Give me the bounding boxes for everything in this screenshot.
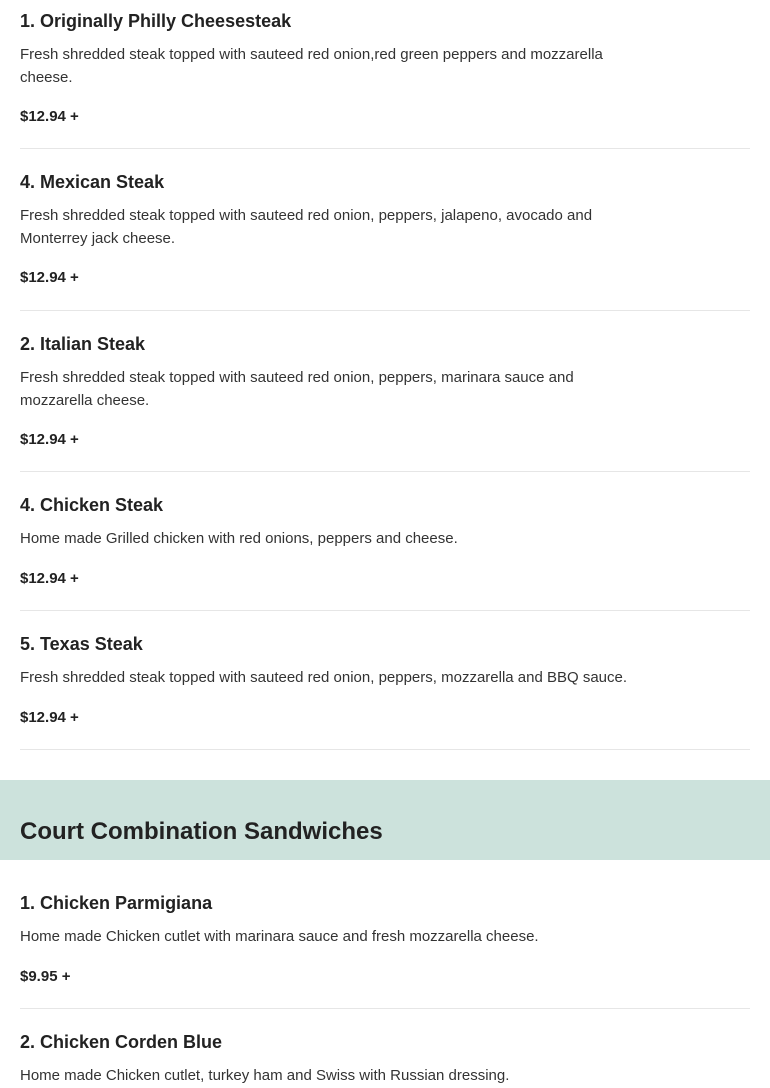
item-price: $12.94 +	[20, 709, 79, 726]
item-description	[20, 528, 458, 551]
item-description-line: Monterrey jack cheese.	[20, 229, 176, 247]
item-title: 1. Originally Philly Cheesesteak	[20, 11, 292, 31]
divider	[20, 749, 750, 750]
divider	[20, 310, 750, 311]
item-description	[20, 1065, 509, 1088]
item-description-line: Fresh shredded steak topped with sauteed red onion,red green peppers and mozzarella	[20, 46, 603, 63]
item-description-line: Home made Grilled chicken with red onions, peppers and cheese.	[20, 530, 458, 547]
item-title: 4. Chicken Steak	[20, 495, 164, 515]
item-description	[20, 667, 627, 690]
item-description-line: mozzarella cheese.	[20, 391, 150, 409]
item-price: $12.94 +	[20, 570, 79, 587]
item-description	[20, 367, 574, 412]
category-title: Court Combination Sandwiches	[20, 818, 383, 845]
item-description-line: Fresh shredded steak topped with sauteed red onion, peppers, jalapeno, avocado and	[20, 207, 593, 224]
item-description-line: Home made Chicken cutlet, turkey ham and Swiss with Russian dressing.	[20, 1067, 510, 1084]
item-price: $12.94 +	[20, 108, 79, 125]
item-description-line: Fresh shredded steak topped with sauteed red onion, peppers, marinara sauce and	[20, 369, 574, 386]
item-description	[20, 44, 603, 89]
item-description	[20, 205, 592, 250]
item-price: $12.94 +	[20, 269, 79, 286]
item-description-line: cheese.	[20, 68, 73, 86]
divider	[20, 610, 750, 611]
divider	[20, 471, 750, 472]
item-description	[20, 926, 539, 949]
item-description-line: Fresh shredded steak topped with sauteed red onion, peppers, mozzarella and BBQ sauce.	[20, 669, 628, 686]
item-description-line: Home made Chicken cutlet with marinara sauce and fresh mozzarella cheese.	[20, 928, 539, 945]
divider	[20, 1008, 750, 1009]
item-title: 1. Chicken Parmigiana	[20, 893, 213, 913]
item-price: $12.94 +	[20, 431, 79, 448]
divider	[20, 148, 750, 149]
item-title: 5. Texas Steak	[20, 634, 143, 654]
item-title: 2. Italian Steak	[20, 334, 146, 354]
item-title: 2. Chicken Corden Blue	[20, 1032, 223, 1052]
item-title: 4. Mexican Steak	[20, 172, 165, 192]
item-price: $9.95 +	[20, 968, 71, 985]
